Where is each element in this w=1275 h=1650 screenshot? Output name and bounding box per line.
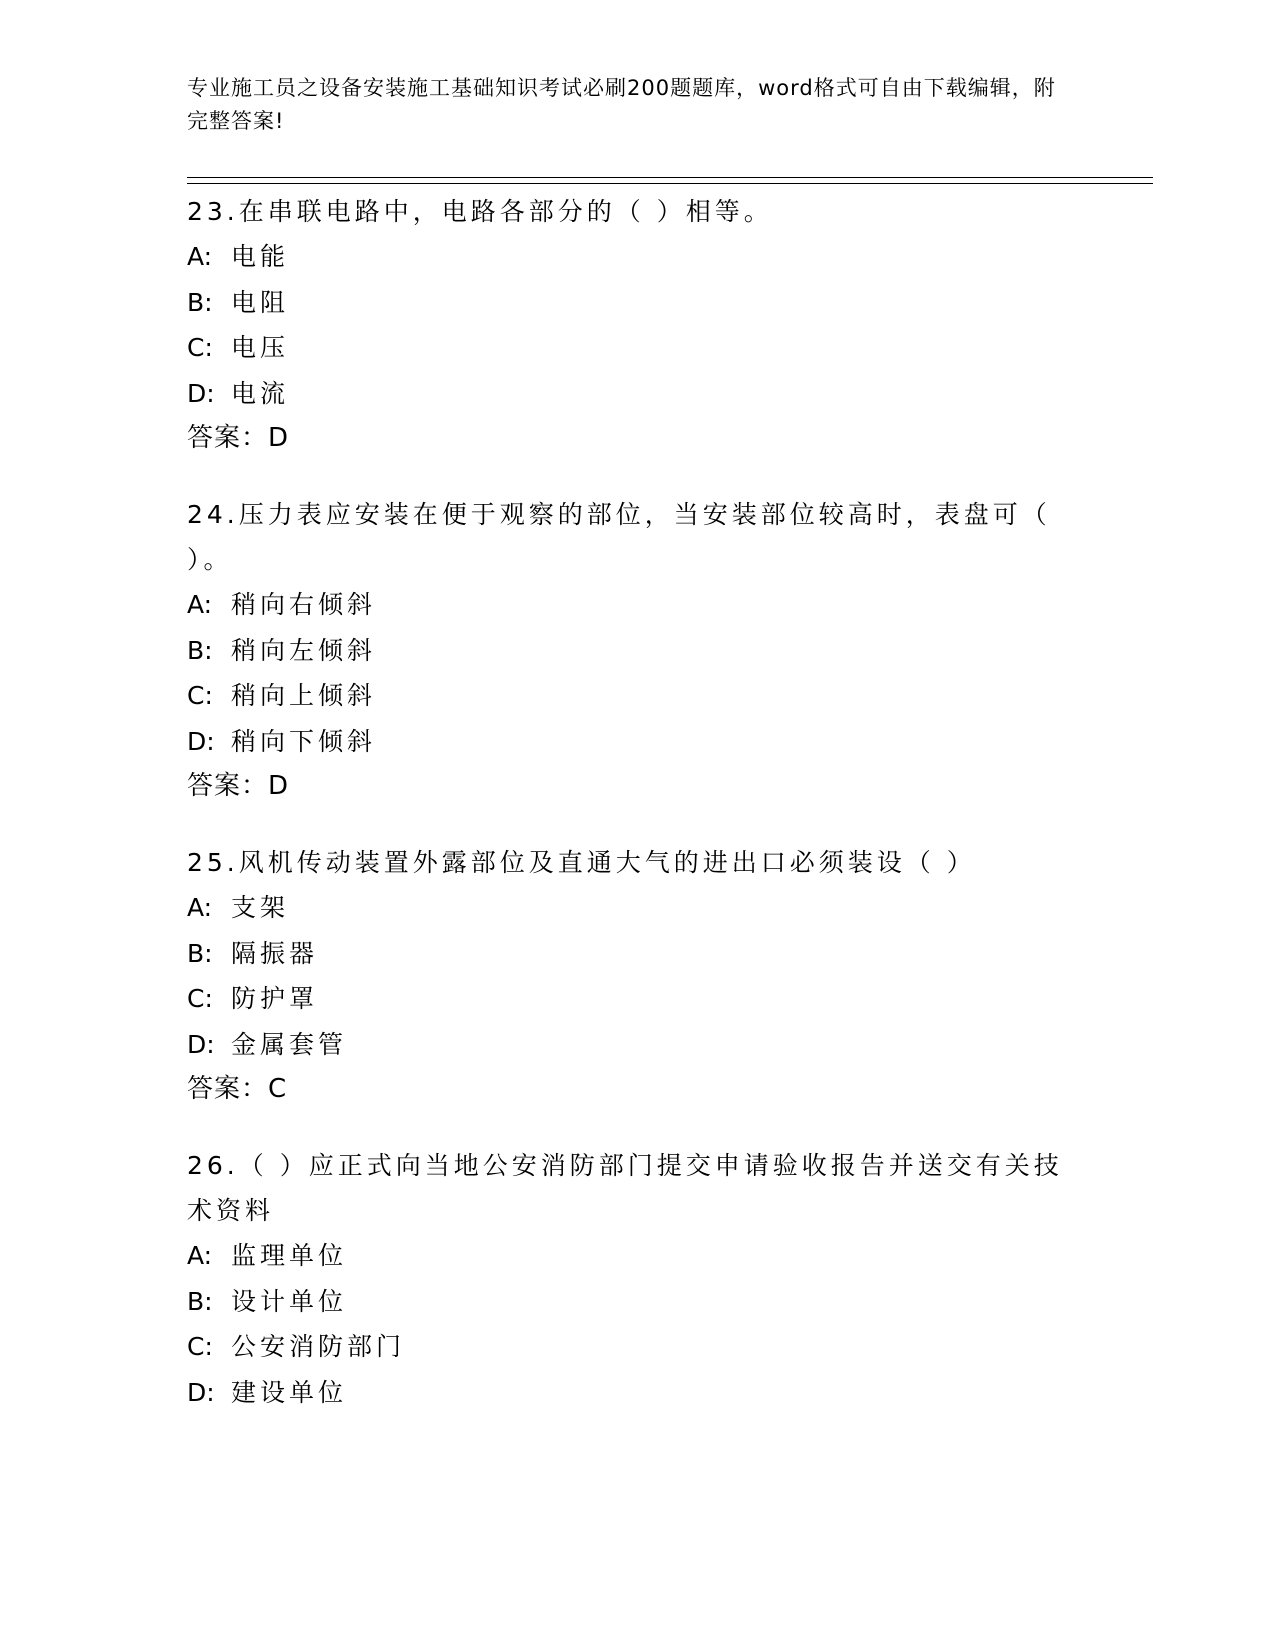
option-a: A: 支架 [187,893,290,922]
option-b: B: 设计单位 [187,1286,348,1316]
question-23 [187,189,1067,461]
option-b: B: 稍向左倾斜 [187,635,377,665]
question-stem: 26.（ ）应正式向当地公安消防部门提交申请验收报告并送交有关技术资料 [187,1151,1063,1225]
option-d: D: 电流 [187,378,290,408]
option-c: C: 公安消防部门 [187,1332,406,1361]
option-b: B: 电阻 [187,287,290,317]
option-b: B: 隔振器 [187,938,319,968]
option-c: C: 电压 [187,333,290,362]
option-a: A: 电能 [187,242,290,271]
answer-line: 答案：D [187,771,290,801]
question-26 [187,1143,1067,1415]
question-stem: 23.在串联电路中，电路各部分的（ ）相等。 [187,197,773,226]
option-a: A: 监理单位 [187,1241,348,1270]
option-c: C: 防护罩 [187,984,319,1013]
question-25 [187,840,1067,1112]
question-stem: 24.压力表应安装在便于观察的部位，当安装部位较高时，表盘可（ ）。 [187,500,1051,574]
option-d: D: 金属套管 [187,1029,348,1059]
option-a: A: 稍向右倾斜 [187,590,377,619]
document-header: 专业施工员之设备安装施工基础知识考试必刷200题题库，word格式可自由下载编辑，附完整答案! [187,76,1056,133]
question-24 [187,492,1067,809]
question-list [187,189,1067,1446]
answer-line: 答案：C [187,1074,288,1104]
header-divider [187,177,1153,178]
option-d: D: 建设单位 [187,1377,348,1407]
answer-line: 答案：D [187,423,290,453]
header-divider-double [187,183,1153,184]
option-c: C: 稍向上倾斜 [187,681,377,710]
question-stem: 25.风机传动装置外露部位及直通大气的进出口必须装设（ ） [187,848,976,877]
option-d: D: 稍向下倾斜 [187,726,377,756]
